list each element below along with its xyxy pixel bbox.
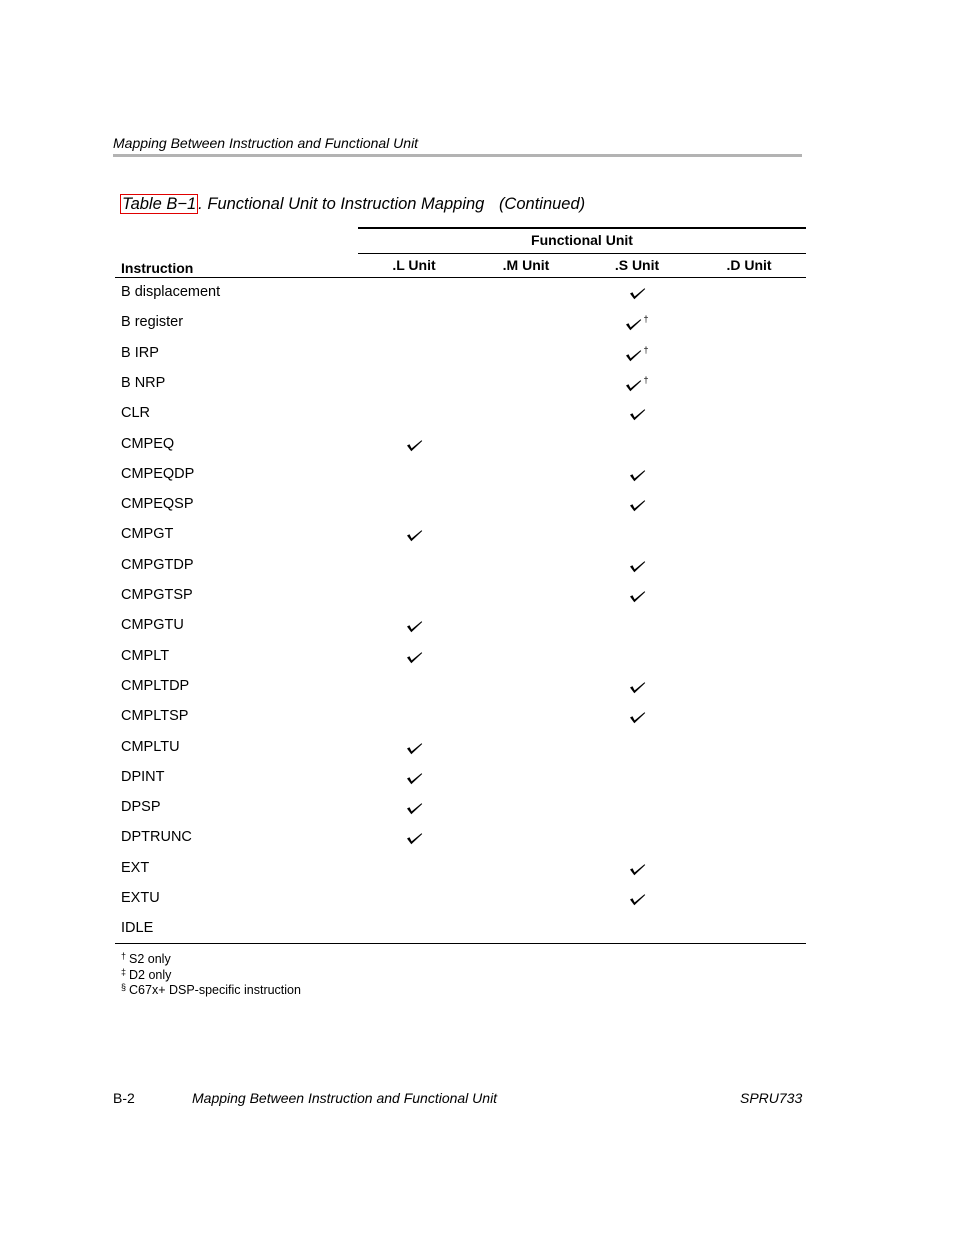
footnote-ref: † xyxy=(643,314,649,324)
check-mark-icon xyxy=(607,285,667,300)
group-header-rule xyxy=(358,253,806,254)
footer-doc-id: SPRU733 xyxy=(740,1090,803,1106)
table-row-instruction: CMPGTU xyxy=(121,617,184,633)
footnote-symbol: ‡ xyxy=(121,967,127,977)
check-mark-icon xyxy=(384,527,444,542)
table-row-instruction: CMPGTDP xyxy=(121,557,194,573)
table-row-instruction: IDLE xyxy=(121,920,154,936)
check-mark-icon xyxy=(384,800,444,815)
column-header-m-unit: .M Unit xyxy=(502,257,550,273)
footer-page-number: B-2 xyxy=(113,1090,135,1106)
footnote-ref: † xyxy=(643,375,649,385)
check-mark-icon xyxy=(607,406,667,421)
table-row-instruction: B IRP xyxy=(121,345,159,361)
table-row-instruction: EXT xyxy=(121,860,150,876)
footnote-text: D2 only xyxy=(129,968,172,982)
caption-title: Functional Unit to Instruction Mapping xyxy=(207,195,485,213)
check-mark-icon xyxy=(384,770,444,785)
table-row-instruction: CMPLTDP xyxy=(121,678,190,694)
table-caption xyxy=(120,195,585,214)
footnote-ref: † xyxy=(643,345,649,355)
header-rule xyxy=(113,154,802,157)
check-mark-icon xyxy=(607,376,667,392)
column-header-instruction: Instruction xyxy=(121,260,194,276)
footnote-symbol: † xyxy=(121,951,127,961)
check-mark-icon xyxy=(607,861,667,876)
check-mark-icon xyxy=(384,437,444,452)
column-header-s-unit: .S Unit xyxy=(614,257,660,273)
header-bottom-rule xyxy=(115,277,806,278)
check-mark-icon xyxy=(384,618,444,633)
check-mark-icon xyxy=(607,891,667,906)
table-row-instruction: DPINT xyxy=(121,769,165,785)
footer-title: Mapping Between Instruction and Functional Unit xyxy=(192,1090,498,1106)
footnote-text: S2 only xyxy=(129,952,171,966)
footnote-text: C67x+ DSP-specific instruction xyxy=(129,983,301,997)
table-row-instruction: DPTRUNC xyxy=(121,829,192,845)
footnote-symbol: § xyxy=(121,982,127,992)
table-row-instruction: CMPGTSP xyxy=(121,587,193,603)
table-row-instruction: CMPLT xyxy=(121,648,170,664)
check-mark-icon xyxy=(607,346,667,362)
table-row-instruction: CMPEQDP xyxy=(121,466,195,482)
group-header-functional-unit: Functional Unit xyxy=(531,232,633,248)
check-mark-icon xyxy=(607,588,667,603)
running-head: Mapping Between Instruction and Functional Unit xyxy=(113,135,419,151)
column-header-d-unit: .D Unit xyxy=(726,257,772,273)
table-reference-link[interactable]: Table B−1 xyxy=(122,195,197,213)
footnote-s2 xyxy=(121,951,171,966)
table-row-instruction: DPSP xyxy=(121,799,161,815)
table-top-rule xyxy=(358,227,806,229)
table-row-instruction: CMPEQ xyxy=(121,436,175,452)
check-mark-icon xyxy=(607,467,667,482)
table-row-instruction: CMPLTU xyxy=(121,739,180,755)
table-row-instruction: B NRP xyxy=(121,375,166,391)
check-mark-icon xyxy=(384,740,444,755)
caption-continued: (Continued) xyxy=(498,195,586,213)
table-row-instruction: CLR xyxy=(121,405,151,421)
check-mark-icon xyxy=(607,679,667,694)
table-row-instruction: B displacement xyxy=(121,284,221,300)
table-row-instruction: CMPEQSP xyxy=(121,496,194,512)
table-row-instruction: B register xyxy=(121,314,184,330)
column-header-l-unit: .L Unit xyxy=(392,257,436,273)
table-row-instruction: CMPLTSP xyxy=(121,708,189,724)
check-mark-icon xyxy=(384,649,444,664)
check-mark-icon xyxy=(607,497,667,512)
check-mark-icon xyxy=(384,830,444,845)
caption-separator: . xyxy=(198,195,203,213)
check-mark-icon xyxy=(607,709,667,724)
footnote-d2 xyxy=(121,967,171,982)
table-row-instruction: CMPGT xyxy=(121,526,174,542)
table-bottom-rule xyxy=(115,943,806,944)
check-mark-icon xyxy=(607,558,667,573)
footnote-c67x xyxy=(121,982,301,997)
check-mark-icon xyxy=(607,315,667,331)
table-row-instruction: EXTU xyxy=(121,890,160,906)
